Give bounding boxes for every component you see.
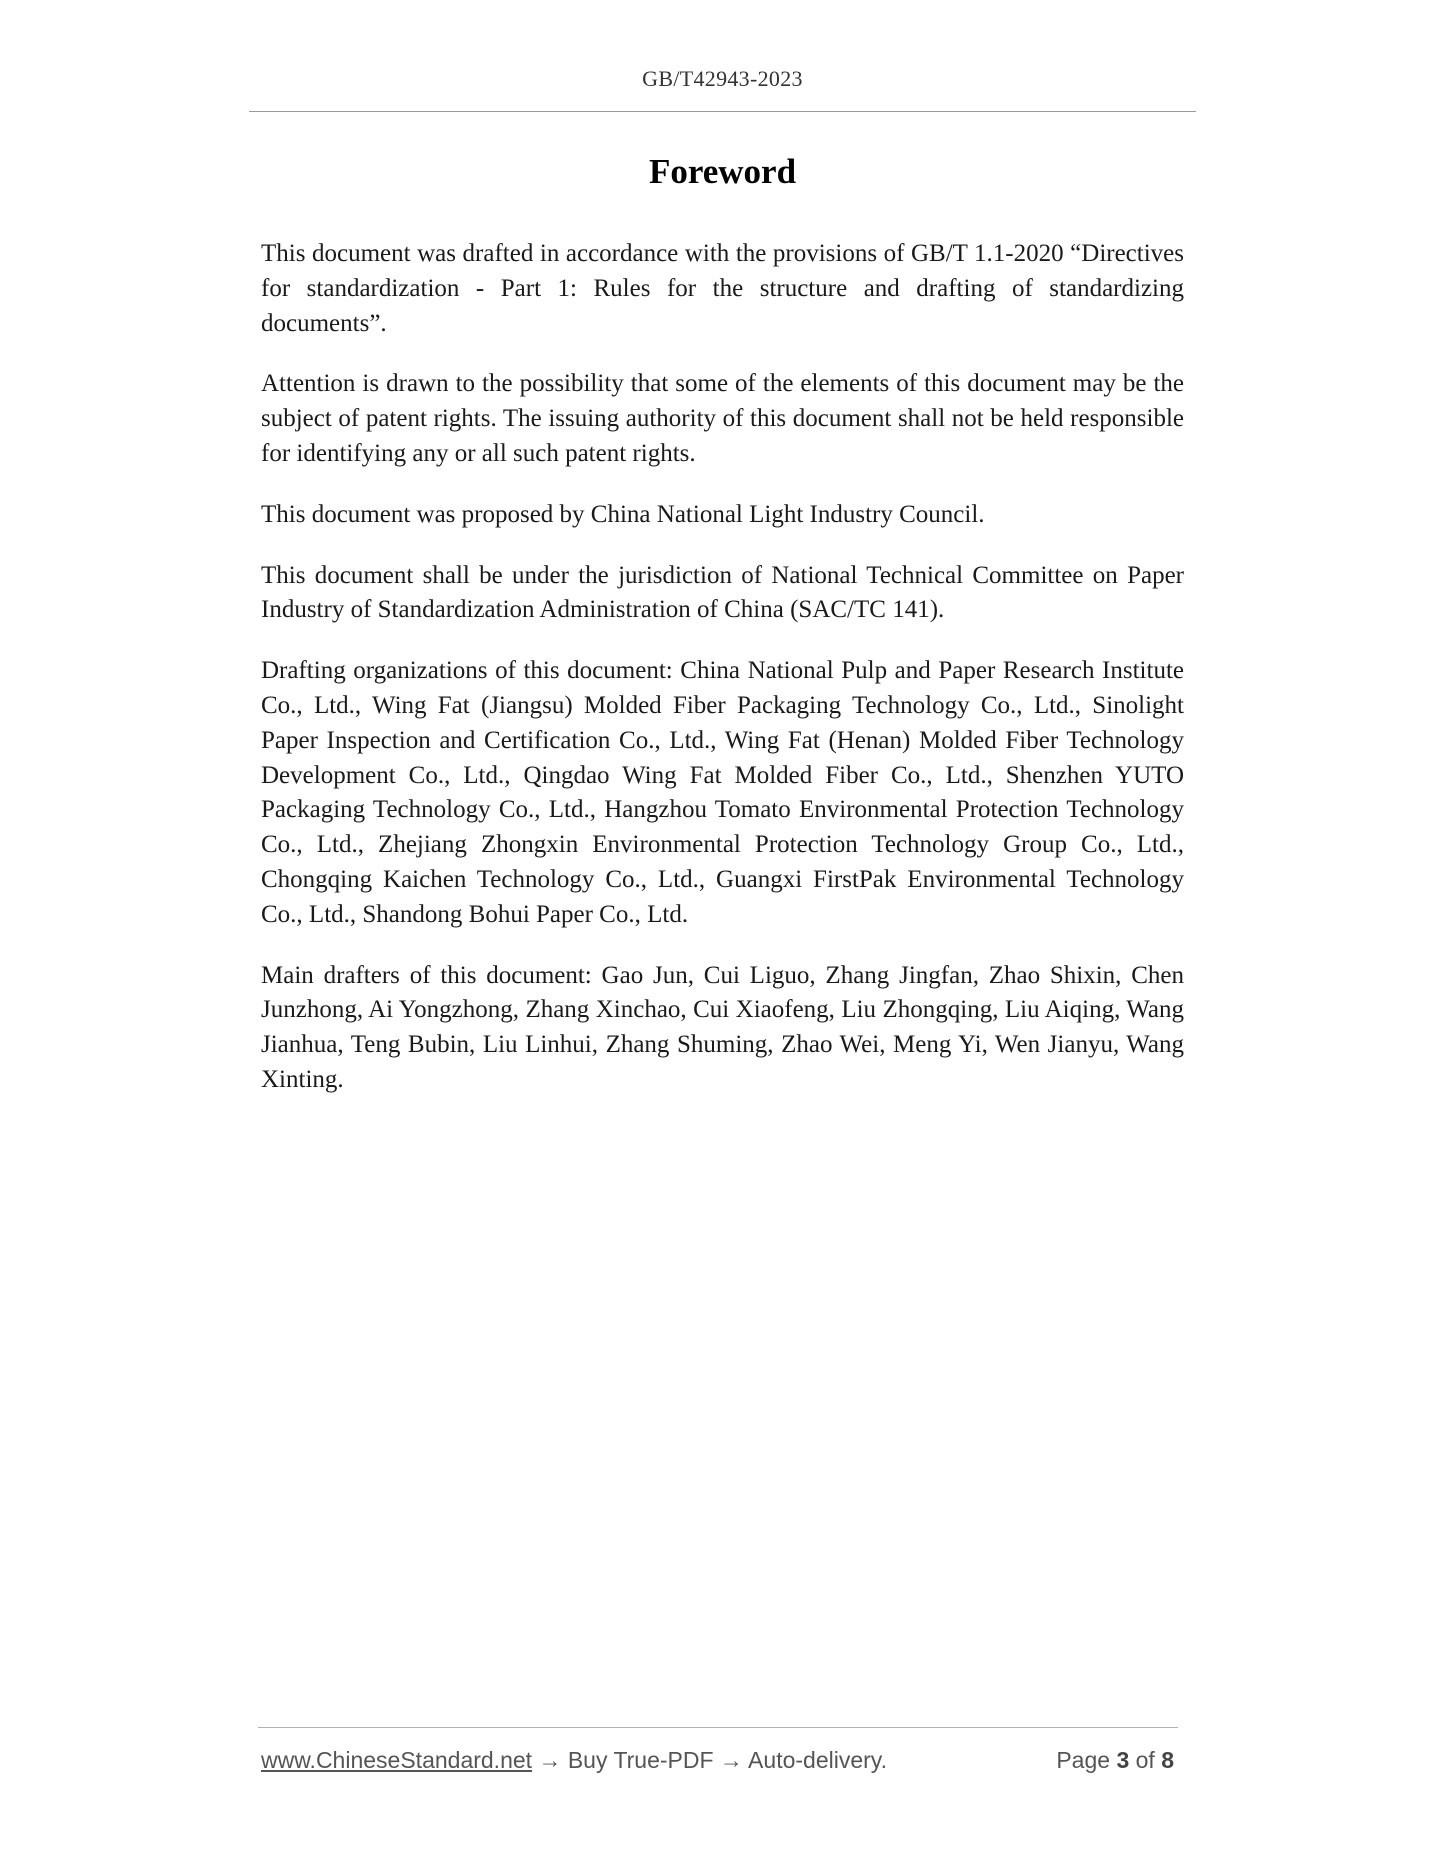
- page-label: Page: [1056, 1747, 1111, 1773]
- footer-promo: [261, 1747, 887, 1774]
- page-current: 3: [1116, 1747, 1130, 1773]
- page-number: [1056, 1747, 1174, 1774]
- page-footer: [261, 1747, 1178, 1777]
- header-divider: [249, 111, 1196, 112]
- paragraph-drafting-organizations: Drafting organizations of this document: China National Pulp and Paper Research Institute Co., Ltd., Wing Fat (Jiangsu) Molded Fiber Packaging Technology Co., Ltd., Sinolight Paper Inspection and Certification Co., Ltd., Wing Fat (Henan) Molded Fiber Technology Development Co., Ltd., Qingdao Wing Fat Molded Fiber Co., Ltd., Shenzhen YUTO Packaging Technology Co., Ltd., Hangzhou Tomato Environmental Protection Technology Co., Ltd., Zhejiang Zhongxin Environmental Protection Technology Group Co., Ltd., Chongqing Kaichen Technology Co., Ltd., Guangxi FirstPak Environmental Technology Co., Ltd., Shandong Bohui Paper Co., Ltd.: [261, 657, 1184, 928]
- page-total: 8: [1161, 1747, 1174, 1773]
- section-title: Foreword: [648, 152, 797, 191]
- footer-divider: [258, 1727, 1178, 1728]
- paragraph-jurisdiction: This document shall be under the jurisdiction of National Technical Committee on Paper Industry of Standardization Administration of China (SAC/TC 141).: [261, 561, 1184, 624]
- paragraph-proposed-by: This document was proposed by China National Light Industry Council.: [261, 500, 985, 528]
- foreword-body: [261, 237, 1184, 1124]
- website-link[interactable]: www.ChineseStandard.net: [261, 1747, 533, 1773]
- paragraph-main-drafters: Main drafters of this document: Gao Jun, Cui Liguo, Zhang Jingfan, Zhao Shixin, Chen Junzhong, Ai Yongzhong, Zhang Xinchao, Cui Xiaofeng, Liu Zhongqing, Liu Aiqing, Wang Jianhua, Teng Bubin, Liu Linhui, Zhang Shuming, Zhao Wei, Meng Yi, Wen Jianyu, Wang Xinting.: [261, 961, 1184, 1093]
- footer-promo-text: → Buy True-PDF → Auto-delivery.: [532, 1747, 887, 1773]
- document-code-header: GB/T42943-2023: [642, 66, 803, 91]
- paragraph-patent-notice: Attention is drawn to the possibility that some of the elements of this document may be the subject of patent rights. The issuing authority of this document shall not be held responsible for identifying any or all such patent rights.: [261, 370, 1184, 467]
- paragraph-drafting-provisions: This document was drafted in accordance with the provisions of GB/T 1.1-2020 “Directives for standardization - Part 1: Rules for the structure and drafting of standardizing documents”.: [261, 240, 1184, 337]
- page-of-label: of: [1135, 1747, 1155, 1773]
